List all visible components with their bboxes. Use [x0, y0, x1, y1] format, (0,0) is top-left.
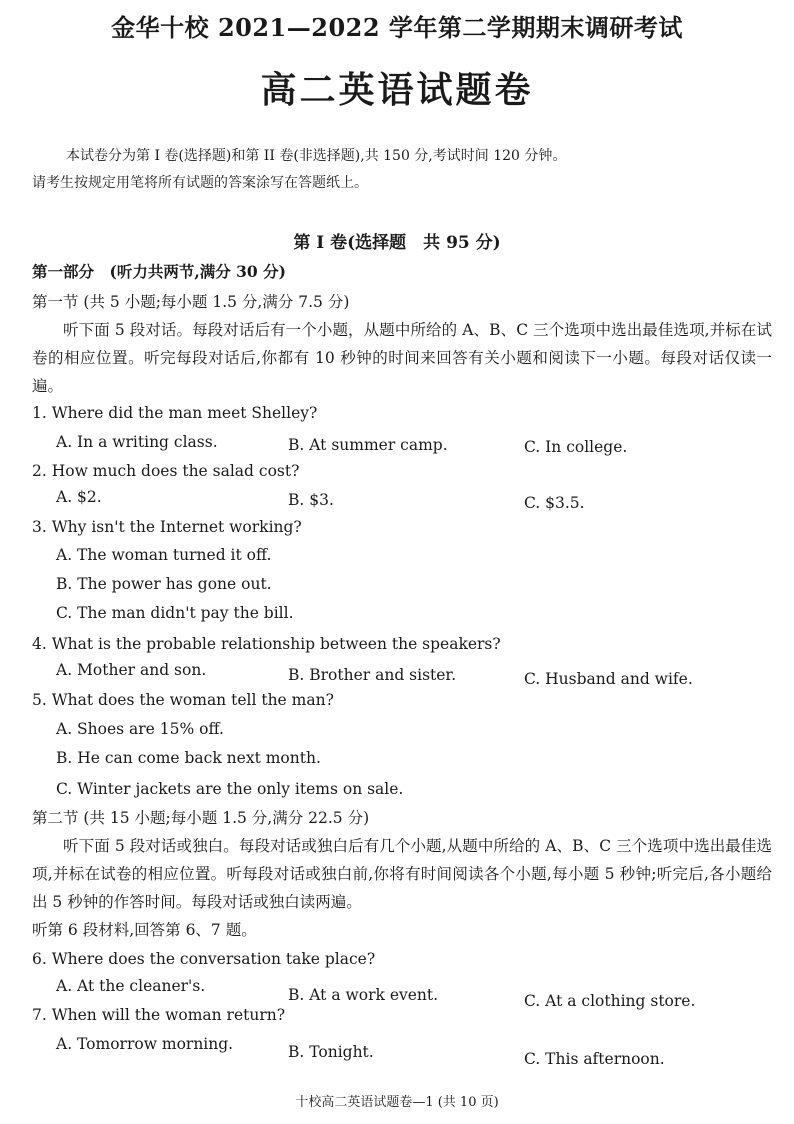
exam-subtitle: 高二英语试题卷 — [260, 69, 534, 111]
q3-option-a: A. The woman turned it off. — [56, 546, 272, 564]
intro-line-2: 请考生按规定用笔将所有试题的答案涂写在答题纸上。 — [32, 175, 368, 191]
q7-option-b: B. Tonight. — [288, 1043, 374, 1061]
section-2-title: 第二节 (共 15 小题;每小题 1.5 分,满分 22.5 分) — [32, 809, 370, 827]
q2-option-a: A. $2. — [56, 488, 102, 506]
q3-option-c: C. The man didn't pay the bill. — [56, 604, 294, 622]
q4-option-a: A. Mother and son. — [56, 661, 207, 679]
q3-option-b: B. The power has gone out. — [56, 575, 272, 593]
volume-title: 第 I 卷(选择题 共 95 分) — [293, 233, 501, 253]
intro-line-1: 本试卷分为第 I 卷(选择题)和第 II 卷(非选择题),共 150 分,考试时间 120 分钟。 — [66, 148, 567, 164]
q5-option-a: A. Shoes are 15% off. — [56, 720, 224, 738]
question-4: 4. What is the probable relationship between the speakers? — [32, 635, 501, 653]
q5-option-c: C. Winter jackets are the only items on sale. — [56, 780, 404, 798]
q4-option-c: C. Husband and wife. — [524, 670, 693, 688]
q5-option-b: B. He can come back next month. — [56, 749, 321, 767]
q1-option-a: A. In a writing class. — [56, 433, 218, 451]
question-5: 5. What does the woman tell the man? — [32, 691, 334, 709]
question-3: 3. Why isn't the Internet working? — [32, 518, 302, 536]
question-7: 7. When will the woman return? — [32, 1006, 286, 1024]
section-1-instructions: 听下面 5 段对话。每段对话后有一个小题，从题中所给的 A、B、C 三个选项中选出最佳选项,并标在试卷的相应位置。听完每段对话后,你都有 10 秒钟的时间来回答有关小题和阅读下一小题。每段对话仅读一遍。 — [32, 321, 772, 395]
q7-option-a: A. Tomorrow morning. — [56, 1035, 234, 1053]
q1-option-c: C. In college. — [524, 438, 628, 456]
section-1-title: 第一节 (共 5 小题;每小题 1.5 分,满分 7.5 分) — [32, 293, 350, 311]
question-1: 1. Where did the man meet Shelley? — [32, 404, 318, 422]
material-note: 听第 6 段材料,回答第 6、7 题。 — [32, 921, 257, 939]
section-2-instructions: 听下面 5 段对话或独白。每段对话或独白后有几个小题,从题中所给的 A、B、C 三个选项中选出最佳选项,并标在试卷的相应位置。听每段对话或独白前,你将有时间阅读各个小题,每小题 5 秒钟;听完后,各小题给出 5 秒钟的作答时间。每段对话或独白读两遍。 — [32, 837, 772, 911]
q2-option-c: C. $3.5. — [524, 494, 585, 512]
q6-option-c: C. At a clothing store. — [524, 992, 696, 1010]
q1-option-b: B. At summer camp. — [288, 436, 448, 454]
q6-option-b: B. At a work event. — [288, 986, 439, 1004]
q6-option-a: A. At the cleaner's. — [56, 977, 206, 995]
question-6: 6. Where does the conversation take place? — [32, 950, 376, 968]
part-1-title: 第一部分 (听力共两节,满分 30 分) — [32, 262, 286, 281]
q2-option-b: B. $3. — [288, 491, 334, 509]
page-footer: 十校高二英语试题卷—1 (共 10 页) — [295, 1095, 499, 1110]
q7-option-c: C. This afternoon. — [524, 1050, 665, 1068]
question-2: 2. How much does the salad cost? — [32, 462, 300, 480]
exam-title: 金华十校 2021—2022 学年第二学期期末调研考试 — [111, 13, 683, 42]
q4-option-b: B. Brother and sister. — [288, 666, 457, 684]
